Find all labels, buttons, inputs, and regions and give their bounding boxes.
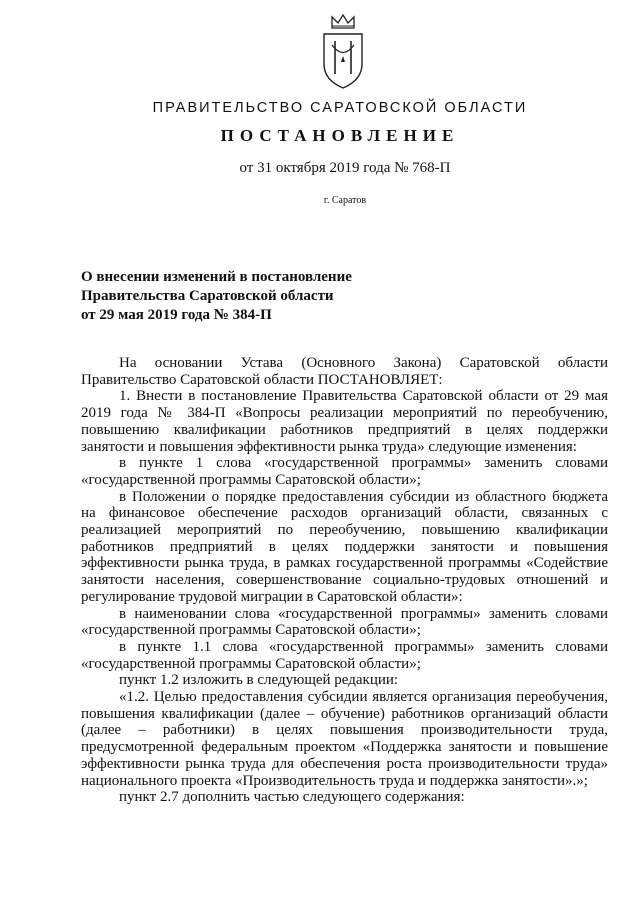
subject-line: от 29 мая 2019 года № 384-П [81, 307, 272, 323]
subject-line: О внесении изменений в постановление [81, 269, 352, 285]
body-paragraph: «1.2. Целью предоставления субсидии является организация переобучения, повышения квалификации (далее – обучение) работников организаций области (далее – работники) в целях повышения производительности труда, предусмотренной федеральным проектом «Поддержка занятости и повышение эффективности рынка труда для обеспечения роста производительности труда» национального проекта «Производительность труда и поддержка занятости».»; [81, 689, 608, 789]
body-paragraph: На основании Устава (Основного Закона) Саратовской области Правительство Саратовской области ПОСТАНОВЛЯЕТ: [81, 355, 608, 388]
body-paragraph: в пункте 1 слова «государственной программы» заменить словами «государственной программы Саратовской области»; [81, 455, 608, 488]
coat-of-arms-emblem [318, 12, 368, 92]
body-paragraph: в Положении о порядке предоставления субсидии из областного бюджета на финансовое обеспечение расходов организаций области, связанных с реализацией мероприятий по переобучению, повышению квалификации работников предприятий в целях поддержки занятости и повышения эффективности рынка труда, в рамках государственной программы «Содействие занятости населения, совершенствование социально-трудовых отношений и регулирование трудовой миграции в Саратовской области»: [81, 488, 608, 605]
body-paragraph: 1. Внести в постановление Правительства Саратовской области от 29 мая 2019 года № 384-П «Вопросы реализации мероприятий по переобучению, повышению квалификации работников предприятий в целях поддержки занятости и повышения эффективности рынка труда» следующие изменения: [81, 388, 608, 455]
document-body [81, 355, 608, 806]
document-date-number: от 31 октября 2019 года № 768-П [239, 160, 451, 176]
document-type-title: ПОСТАНОВЛЕНИЕ [220, 126, 460, 145]
body-paragraph: пункт 1.2 изложить в следующей редакции: [119, 672, 399, 689]
body-paragraph: пункт 2.7 дополнить частью следующего содержания: [119, 789, 465, 806]
document-city: г. Саратов [323, 195, 367, 206]
body-paragraph: в пункте 1.1 слова «государственной программы» заменить словами «государственной программы Саратовской области»; [81, 638, 608, 672]
body-paragraph: в наименовании слова «государственной программы» заменить словами «государственной программы Саратовской области»; [81, 605, 608, 639]
government-title: ПРАВИТЕЛЬСТВО САРАТОВСКОЙ ОБЛАСТИ [152, 100, 528, 116]
saratov-coat-of-arms-icon [318, 12, 368, 92]
subject-line: Правительства Саратовской области [81, 288, 334, 304]
document-subject [81, 268, 352, 325]
